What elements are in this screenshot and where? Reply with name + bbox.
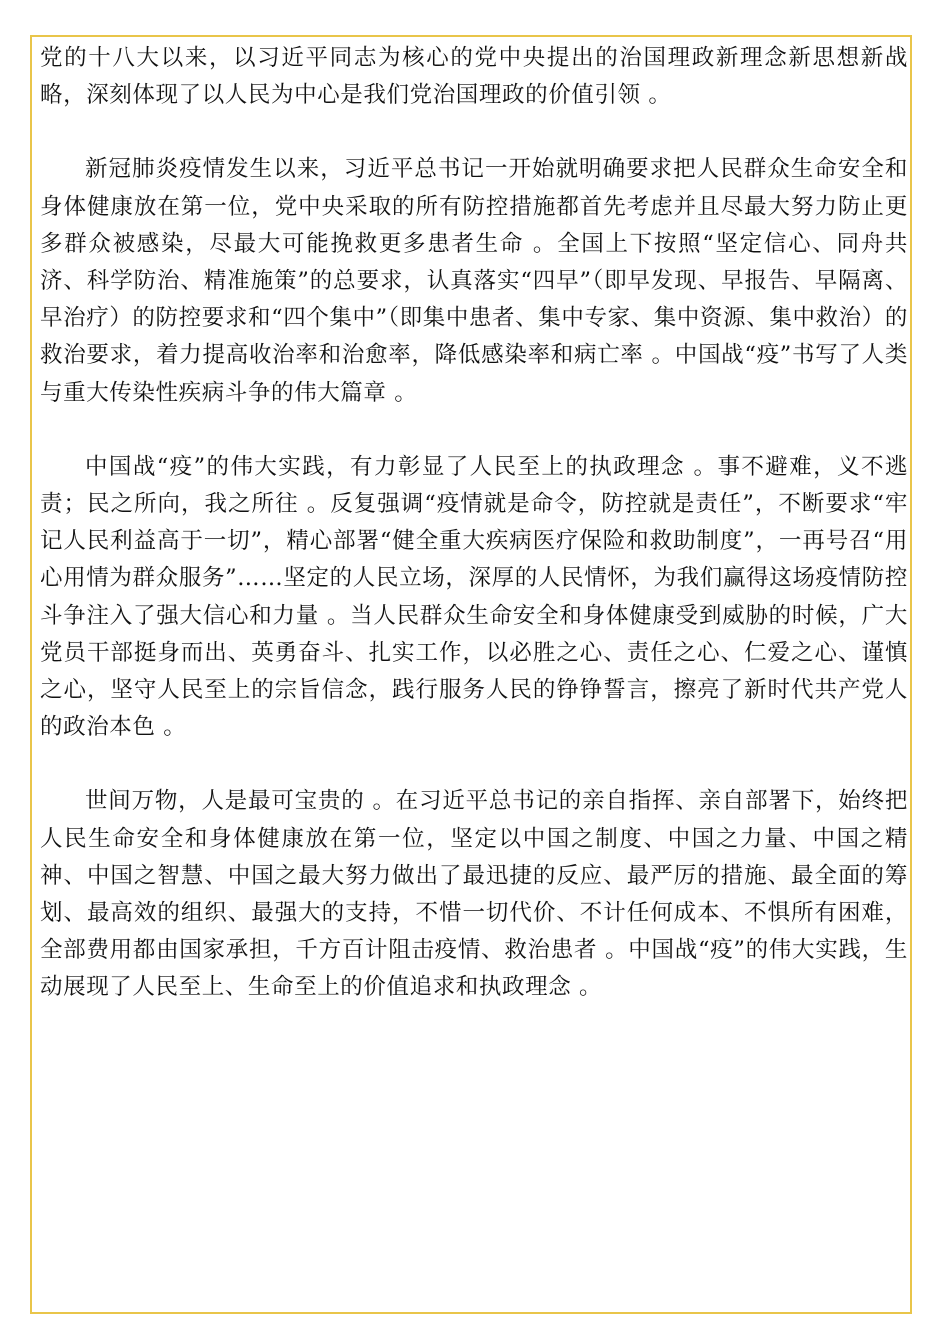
paragraph-3: 中国战“疫”的伟大实践，有力彰显了人民至上的执政理念 。事不避难，义不逃责；民之所向，我之所往 。反复强调“疫情就是命令，防控就是责任”，不断要求“牢记人民利益高于一切”，精心部署“健全重大疾病医疗保险和救助制度”，一再号召“用心用情为群众服务”……坚定的人民立场，深厚的人民情怀，为我们赢得这场疫情防控斗争注入了强大信心和力量 。当人民群众生命安全和身体健康受到威胁的时候，广大党员干部挺身而出、英勇奋斗、扎实工作，以必胜之心、责任之心、仁爱之心、谨慎之心，坚守人民至上的宗旨信念，践行服务人民的铮铮誓言，擦亮了新时代共产党人的政治本色 。: [40, 453, 908, 741]
paragraph-gap: [40, 412, 908, 449]
paragraph-gap: [40, 114, 908, 151]
document-body: [40, 40, 908, 1007]
paragraph-4: 世间万物，人是最可宝贵的 。在习近平总书记的亲自指挥、亲自部署下，始终把人民生命安全和身体健康放在第一位，坚定以中国之制度、中国之力量、中国之精神、中国之智慧、中国之最大努力做出了最迅捷的反应、最严厉的措施、最全面的筹划、最高效的组织、最强大的支持，不惜一切代价、不计任何成本、不惧所有困难，全部费用都由国家承担，千方百计阻击疫情、救治患者 。中国战“疫”的伟大实践，生动展现了人民至上、生命至上的价值追求和执政理念 。: [40, 788, 908, 1001]
paragraph-gap: [40, 746, 908, 783]
paragraph-1: 党的十八大以来，以习近平同志为核心的党中央提出的治国理政新理念新思想新战略，深刻体现了以人民为中心是我们党治国理政的价值引领 。: [40, 45, 908, 109]
paragraph-2: 新冠肺炎疫情发生以来，习近平总书记一开始就明确要求把人民群众生命安全和身体健康放在第一位，党中央采取的所有防控措施都首先考虑并且尽最大努力防止更多群众被感染，尽最大可能挽救更多患者生命 。全国上下按照“坚定信心、同舟共济、科学防治、精准施策”的总要求，认真落实“四早”（即早发现、早报告、早隔离、早治疗）的防控要求和“四个集中”（即集中患者、集中专家、集中资源、集中救治）的救治要求，着力提高收治率和治愈率，降低感染率和病亡率 。中国战“疫”书写了人类与重大传染性疾病斗争的伟大篇章 。: [40, 156, 908, 406]
